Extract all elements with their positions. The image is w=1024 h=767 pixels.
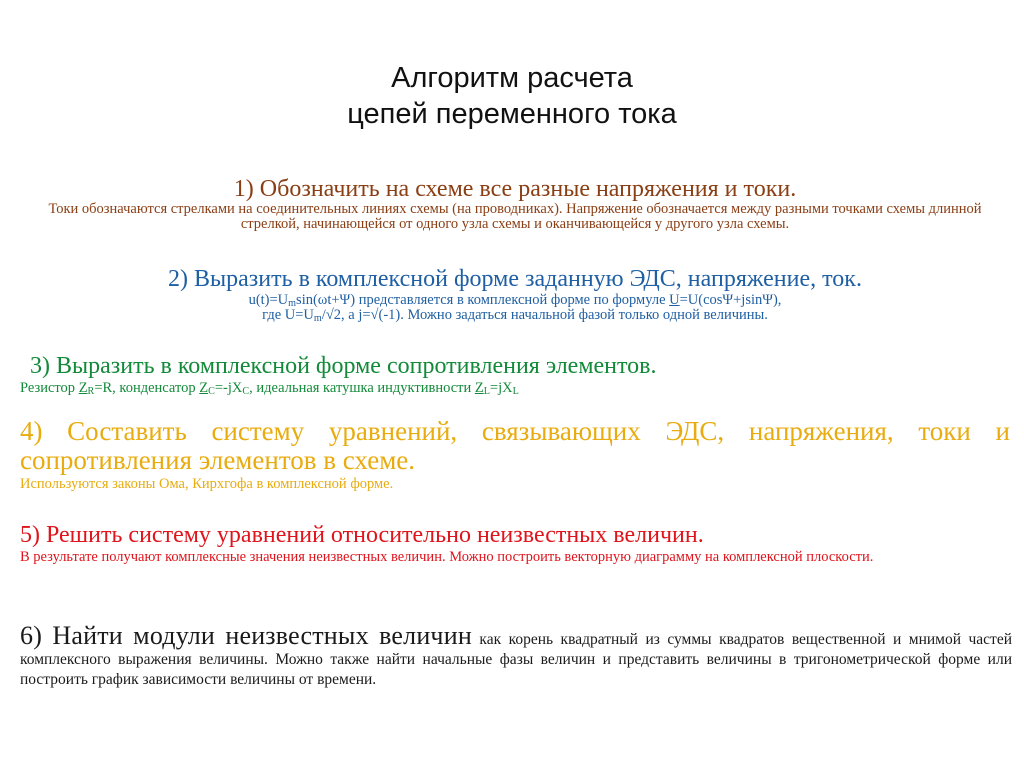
step-1-heading: 1) Обозначить на схеме все разные напряжения и токи. bbox=[233, 176, 797, 202]
text-part: =jX bbox=[489, 380, 513, 396]
step-6-paragraph bbox=[20, 621, 1012, 690]
step-3-heading: 3) Выразить в комплексной форме сопротивления элементов. bbox=[30, 353, 657, 379]
step-4 bbox=[20, 417, 1010, 493]
complex-Z: Z bbox=[474, 380, 484, 396]
complex-U: U bbox=[669, 292, 680, 308]
step-5-heading: 5) Решить систему уравнений относительно неизвестных величин. bbox=[20, 522, 704, 548]
title-line-1: Алгоритм расчета bbox=[391, 62, 633, 94]
formula-part: sin(ωt+Ψ) представляется в комплексной форме по формуле bbox=[296, 292, 670, 308]
sub-L: L bbox=[483, 386, 490, 397]
step-4-heading: 4) Составить систему уравнений, связывающих ЭДС, напряжения, токи и сопротивления элементов в схеме. bbox=[20, 416, 1010, 475]
complex-Z: Z bbox=[199, 380, 209, 396]
step-1 bbox=[40, 176, 990, 232]
step-6-description: как корень квадратный из суммы квадратов вещественной и мнимой частей комплексного выражения величины. Можно также найти начальные фазы величин и представить величины в тригонометрической форме или построить график зависимости величины от времени. bbox=[20, 631, 1012, 688]
step-5-description: В результате получают комплексные значения неизвестных величин. Можно построить векторную диаграмму на комплексной плоскости. bbox=[20, 549, 874, 565]
formula-part: /√2, а j=√(-1). Можно задаться начальной фазой только одной величины. bbox=[321, 307, 768, 323]
formula-part: =U(cosΨ+jsinΨ), bbox=[679, 292, 782, 308]
text-part: , идеальная катушка индуктивности bbox=[249, 380, 475, 396]
formula-part: u(t)=U bbox=[248, 292, 289, 308]
text-part: =R, конденсатор bbox=[94, 380, 200, 396]
step-6-heading: 6) Найти модули неизвестных величин bbox=[20, 621, 472, 650]
formula-sub: m bbox=[288, 298, 297, 309]
step-5 bbox=[20, 521, 1010, 565]
sub-R: R bbox=[87, 386, 95, 397]
step-3 bbox=[20, 352, 1010, 396]
sub-L: L bbox=[512, 386, 519, 397]
sub-C: C bbox=[242, 386, 250, 397]
step-6 bbox=[20, 621, 1012, 690]
step-2 bbox=[40, 265, 990, 323]
text-part: Резистор bbox=[20, 380, 79, 396]
step-2-heading: 2) Выразить в комплексной форме заданную ЭДС, напряжение, ток. bbox=[168, 266, 862, 292]
formula-sub: m bbox=[313, 313, 322, 324]
sub-C: C bbox=[208, 386, 215, 397]
text-part: =-jX bbox=[214, 380, 243, 396]
step-1-description: Токи обозначаются стрелками на соединительных линиях схемы (на проводниках). Напряжение обозначается между разными точками схемы длинной стрелкой, начинающейся от одного узла схемы и оканчивающейся у другого узла схемы. bbox=[48, 201, 982, 232]
step-3-description bbox=[20, 380, 1010, 396]
formula-part: где U=U bbox=[262, 307, 314, 323]
step-2-formula bbox=[40, 293, 990, 323]
title-line-2: цепей переменного тока bbox=[347, 98, 677, 130]
step-4-description: Используются законы Ома, Кирхгофа в комплексной форме. bbox=[20, 476, 394, 492]
slide-title bbox=[0, 60, 1024, 132]
complex-Z: Z bbox=[78, 380, 88, 396]
